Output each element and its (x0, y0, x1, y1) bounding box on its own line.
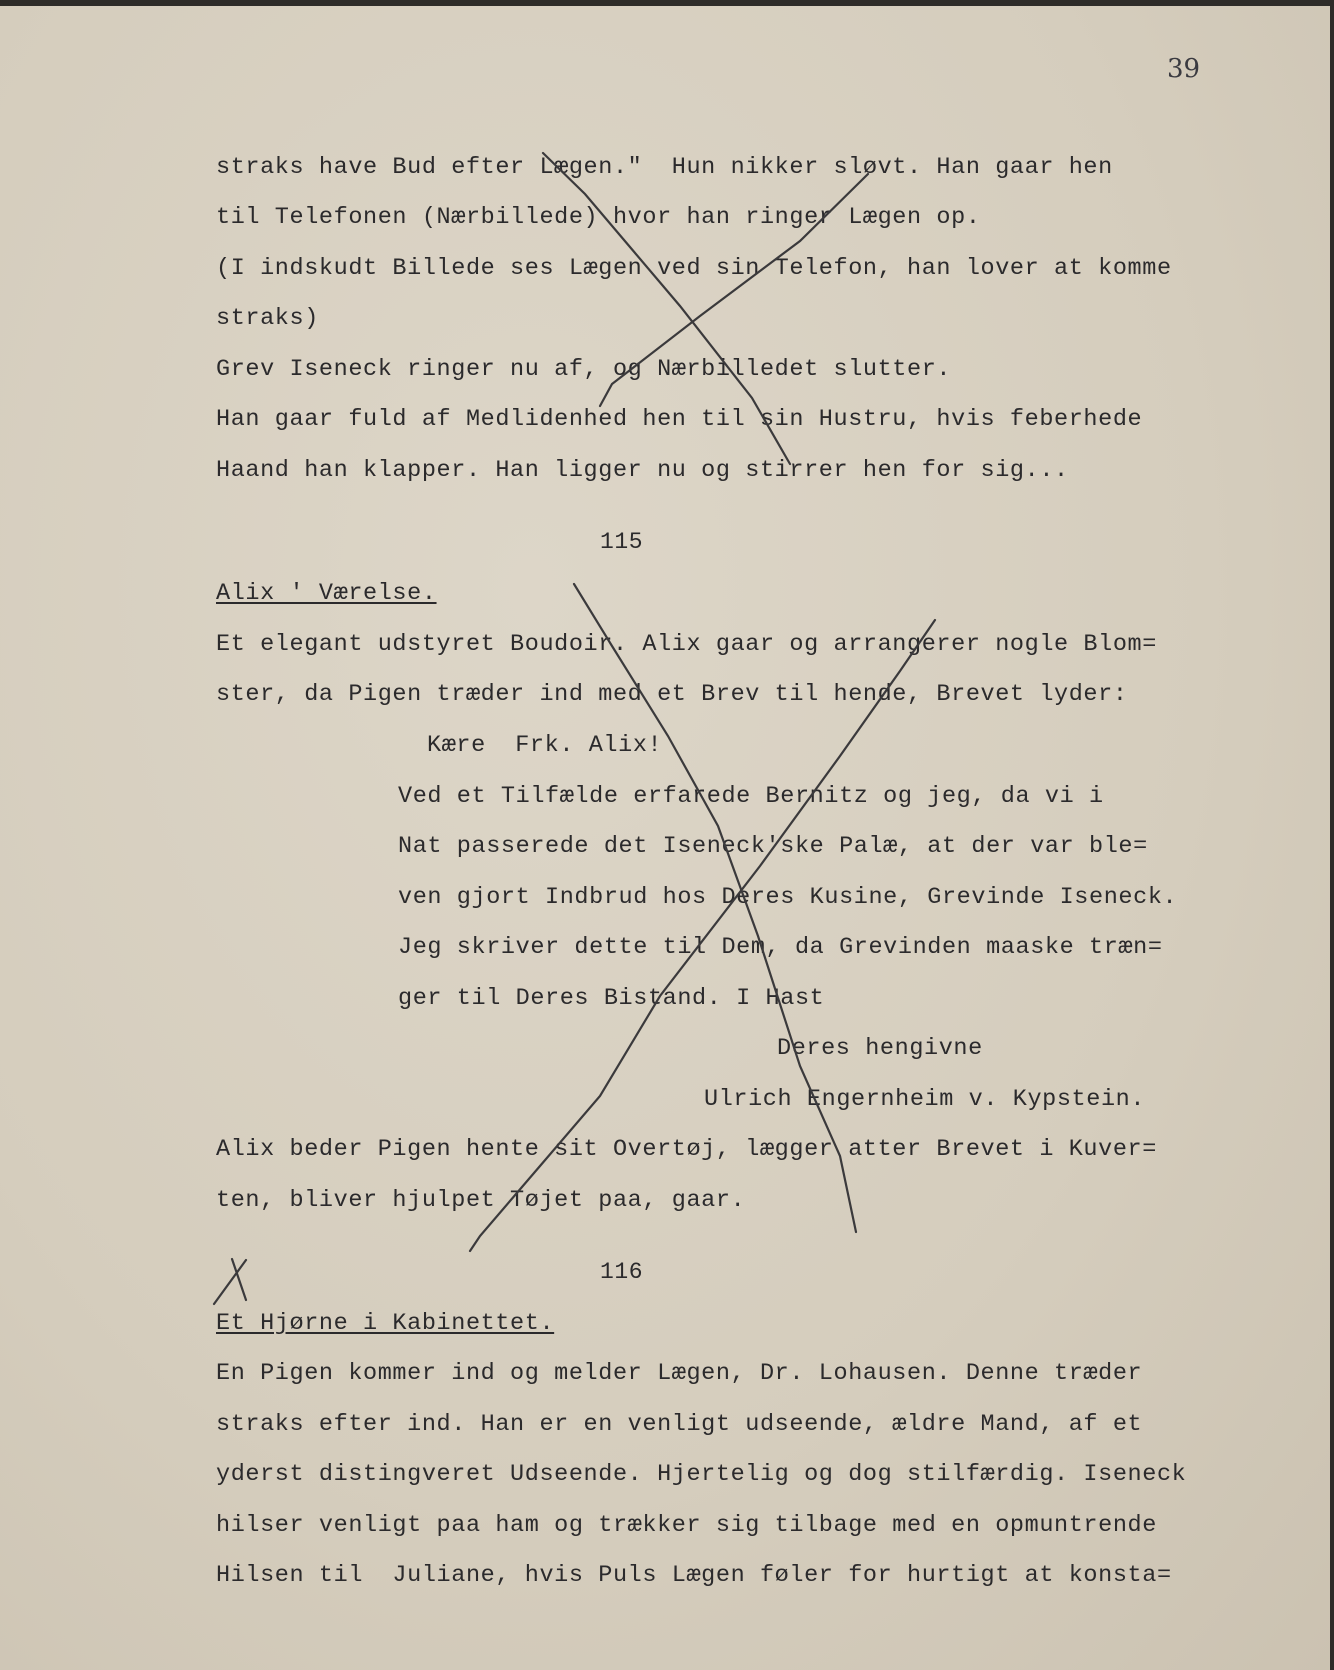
text-line: til Telefonen (Nærbillede) hvor han ringer Lægen op. (216, 204, 981, 231)
letter-line: Jeg skriver dette til Dem, da Grevinden maaske træn= (398, 934, 1163, 961)
letter-line: Ved et Tilfælde erfarede Bernitz og jeg, da vi i (398, 783, 1104, 810)
page-number: 39 (1167, 54, 1201, 84)
text-line: Han gaar fuld af Medlidenhed hen til sin Hustru, hvis feberhede (216, 406, 1143, 433)
cross-out-stroke (470, 620, 935, 1251)
text-line: ster, da Pigen træder ind med et Brev til hende, Brevet lyder: (216, 681, 1128, 708)
letter-signature: Ulrich Engernheim v. Kypstein. (704, 1086, 1146, 1113)
letter-line: Nat passerede det Iseneck'ske Palæ, at der var ble= (398, 833, 1148, 860)
text-line: En Pigen kommer ind og melder Lægen, Dr. Lohausen. Denne træder (216, 1360, 1143, 1387)
scene-number: 115 (600, 529, 644, 555)
cross-out-stroke (574, 584, 856, 1232)
cross-out-stroke (600, 174, 868, 406)
text-line: Hilsen til Juliane, hvis Puls Lægen føler for hurtigt at konsta= (216, 1562, 1172, 1589)
letter-closing: Deres hengivne (777, 1035, 983, 1062)
text-line: ten, bliver hjulpet Tøjet paa, gaar. (216, 1187, 746, 1214)
typescript-page (0, 6, 1330, 1670)
x-mark-stroke (232, 1259, 246, 1300)
pencil-strikeout-marks (0, 6, 1330, 1670)
text-line: straks efter ind. Han er en venligt udseende, ældre Mand, af et (216, 1411, 1143, 1438)
letter-line: ven gjort Indbrud hos Deres Kusine, Grevinde Iseneck. (398, 884, 1178, 911)
letter-salutation: Kære Frk. Alix! (427, 732, 663, 759)
text-line: hilser venligt paa ham og trækker sig tilbage med en opmuntrende (216, 1512, 1157, 1539)
scene-heading: Alix ' Værelse. (216, 580, 437, 607)
letter-line: ger til Deres Bistand. I Hast (398, 985, 825, 1012)
cross-out-stroke (543, 153, 790, 464)
text-line: Grev Iseneck ringer nu af, og Nærbilledet slutter. (216, 356, 952, 383)
text-line: Alix beder Pigen hente sit Overtøj, lægger atter Brevet i Kuver= (216, 1136, 1157, 1163)
scene-heading: Et Hjørne i Kabinettet. (216, 1310, 555, 1337)
text-line: Haand han klapper. Han ligger nu og stirrer hen for sig... (216, 457, 1069, 484)
text-line: straks) (216, 305, 319, 332)
text-line: Et elegant udstyret Boudoir. Alix gaar og arrangerer nogle Blom= (216, 631, 1157, 658)
text-line: yderst distingveret Udseende. Hjertelig og dog stilfærdig. Iseneck (216, 1461, 1187, 1488)
x-mark-stroke (214, 1260, 246, 1304)
text-line: straks have Bud efter Lægen." Hun nikker sløvt. Han gaar hen (216, 154, 1113, 181)
scene-number: 116 (600, 1259, 644, 1285)
text-line: (I indskudt Billede ses Lægen ved sin Telefon, han lover at komme (216, 255, 1172, 282)
